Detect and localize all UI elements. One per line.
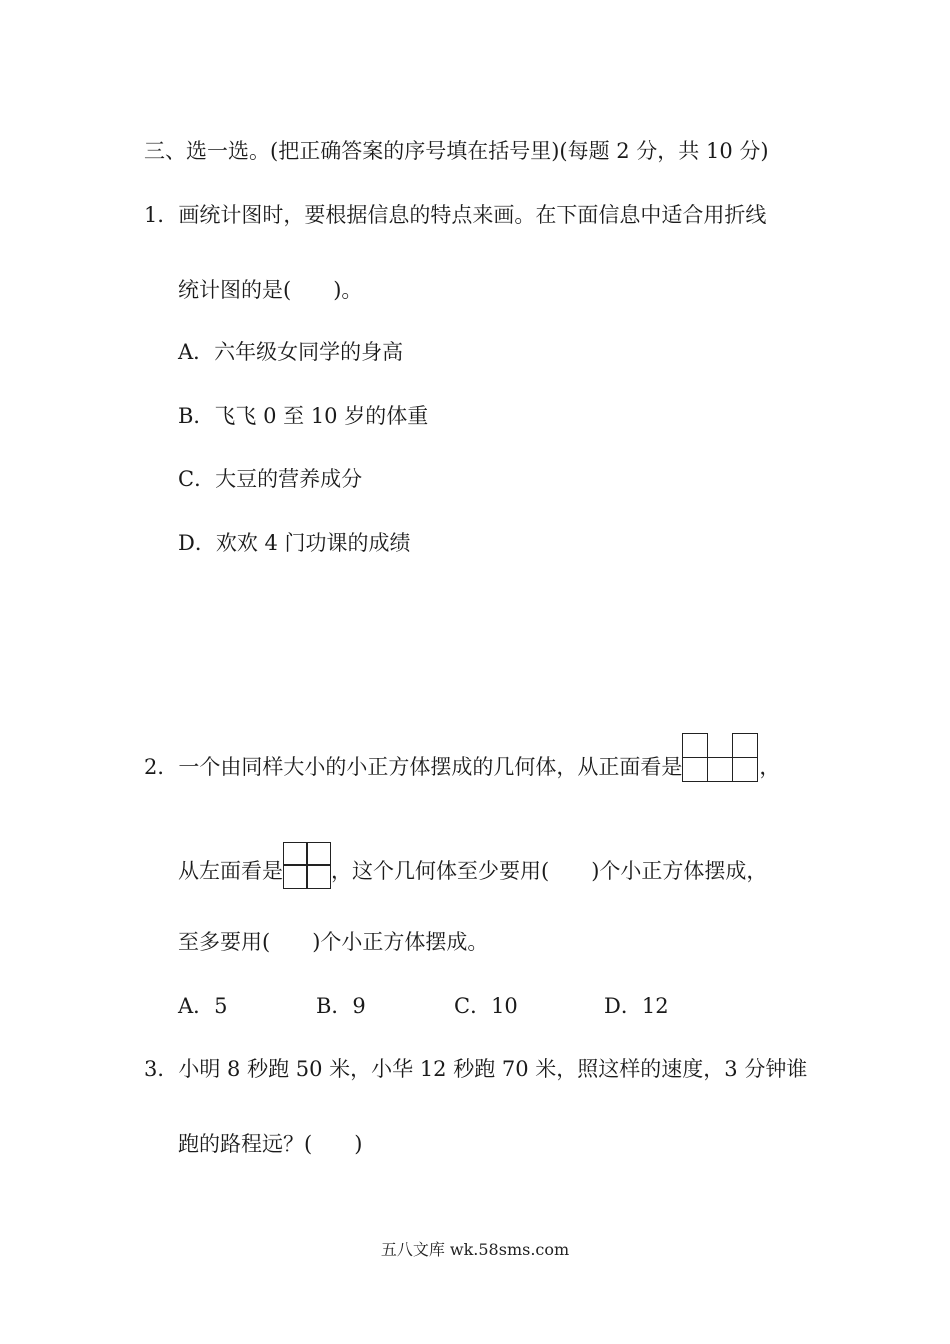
q2-line2-rest: ，这个几何体至少要用( )个小正方体摆成， [331, 859, 768, 883]
q2-line2-start: 从左面看是 [178, 859, 283, 883]
q2-options [178, 991, 669, 1021]
q1-stem-line1: 1．画统计图时，要根据信息的特点来画。在下面信息中适合用折线 [144, 203, 767, 227]
front-view-figure [682, 733, 759, 785]
section-heading: 三、选一选。(把正确答案的序号填在括号里)(每题 2 分，共 10 分) [144, 139, 769, 163]
q1-stem-line2: 统计图的是( )。 [178, 278, 363, 302]
q1-option-c: C．大豆的营养成分 [178, 467, 363, 491]
left-view-figure [283, 842, 331, 889]
q2-option-d: D．12 [604, 994, 669, 1018]
front-view-cell [732, 733, 758, 758]
q1-option-d: D．欢欢 4 门功课的成绩 [178, 531, 411, 555]
q2-line1-end: ， [759, 755, 781, 779]
front-view-cell [707, 757, 733, 782]
q2-option-a: A．5 [178, 994, 228, 1018]
left-view-cell [283, 842, 308, 866]
q2-stem-line2 [178, 842, 767, 886]
q2-line1-text: 2．一个由同样大小的小正方体摆成的几何体，从正面看是 [144, 755, 683, 779]
front-view-cell [732, 757, 758, 782]
q2-option-b: B．9 [316, 994, 366, 1018]
left-view-cell [283, 864, 308, 889]
q2-stem-line1 [144, 733, 780, 782]
front-view-cell [682, 733, 708, 758]
q1-option-b: B．飞飞 0 至 10 岁的体重 [178, 404, 429, 428]
footer-watermark: 五八文库 wk.58sms.com [380, 1240, 570, 1259]
q1-option-a: A．六年级女同学的身高 [178, 340, 404, 364]
left-view-cell [306, 864, 331, 889]
front-view-cell [682, 757, 708, 782]
q3-stem-line1: 3．小明 8 秒跑 50 米，小华 12 秒跑 70 米，照这样的速度，3 分钟谁 [144, 1057, 808, 1081]
q3-stem-line2: 跑的路程远？( ) [178, 1132, 363, 1156]
q2-option-c: C．10 [454, 994, 518, 1018]
q2-stem-line3: 至多要用( )个小正方体摆成。 [178, 930, 489, 954]
left-view-cell [306, 842, 331, 866]
